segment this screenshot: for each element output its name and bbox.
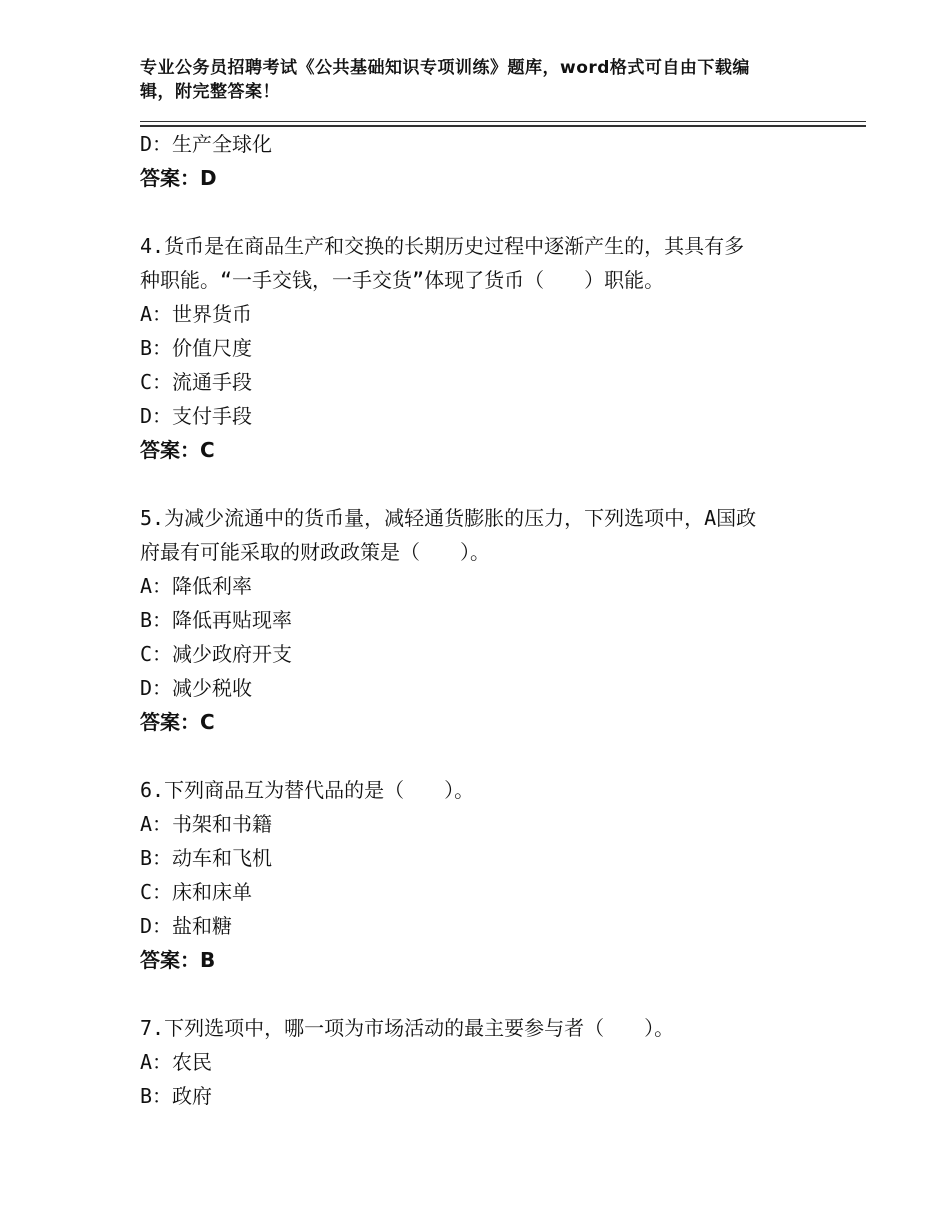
question-stem-line: 府最有可能采取的财政政策是（ ）。 bbox=[140, 540, 490, 564]
question-stem-line: 4.货币是在商品生产和交换的长期历史过程中逐渐产生的，其具有多 bbox=[140, 234, 745, 258]
option-b: B：价值尺度 bbox=[140, 336, 253, 360]
answer-label: 答案：C bbox=[140, 710, 215, 734]
option-d: D：盐和糖 bbox=[140, 914, 233, 938]
question-stem-line: 5.为减少流通中的货币量，减轻通货膨胀的压力，下列选项中，A国政 bbox=[140, 506, 757, 530]
option-d: D：减少税收 bbox=[140, 676, 253, 700]
answer-label: 答案：C bbox=[140, 438, 215, 462]
prev-question-option-d: D：生产全球化 bbox=[140, 132, 273, 156]
option-a: A：农民 bbox=[140, 1050, 213, 1074]
option-b: B：降低再贴现率 bbox=[140, 608, 293, 632]
page-header bbox=[140, 56, 800, 104]
question-5 bbox=[140, 501, 830, 739]
option-d: D：支付手段 bbox=[140, 404, 253, 428]
question-4 bbox=[140, 229, 830, 467]
spacer bbox=[140, 195, 830, 229]
option-c: C：床和床单 bbox=[140, 880, 253, 904]
question-stem-line: 种职能。“一手交钱，一手交货”体现了货币（ ）职能。 bbox=[140, 268, 665, 292]
prev-question-answer: 答案：D bbox=[140, 166, 217, 190]
spacer bbox=[140, 739, 830, 773]
option-a: A：世界货币 bbox=[140, 302, 253, 326]
spacer bbox=[140, 977, 830, 1011]
option-c: C：减少政府开支 bbox=[140, 642, 293, 666]
header-divider-thin bbox=[140, 121, 866, 122]
answer-label: 答案：B bbox=[140, 948, 216, 972]
option-b: B：动车和飞机 bbox=[140, 846, 273, 870]
spacer bbox=[140, 467, 830, 501]
header-line-2: 辑，附完整答案！ bbox=[140, 82, 280, 102]
question-7 bbox=[140, 1011, 830, 1113]
option-a: A：书架和书籍 bbox=[140, 812, 273, 836]
question-list bbox=[140, 127, 830, 1113]
option-b: B：政府 bbox=[140, 1084, 213, 1108]
option-c: C：流通手段 bbox=[140, 370, 253, 394]
question-6 bbox=[140, 773, 830, 977]
question-stem-line: 6.下列商品互为替代品的是（ ）。 bbox=[140, 778, 475, 802]
header-line-1: 专业公务员招聘考试《公共基础知识专项训练》题库，word格式可自由下载编 bbox=[140, 58, 750, 78]
option-a: A：降低利率 bbox=[140, 574, 253, 598]
question-stem-line: 7.下列选项中，哪一项为市场活动的最主要参与者（ ）。 bbox=[140, 1016, 675, 1040]
